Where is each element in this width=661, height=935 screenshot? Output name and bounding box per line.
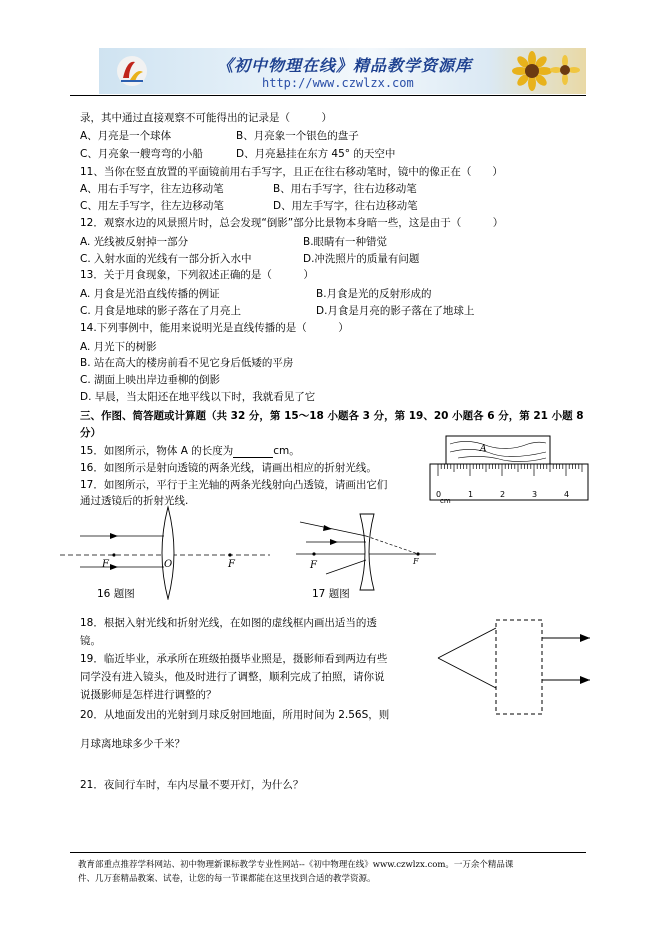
ruler-tick-label-2: 2 (500, 490, 506, 499)
q14-stem: 14.下列事例中，能用来说明光是直线传播的是（ ） (80, 322, 349, 334)
q12-option-d: D.冲洗照片的质量有问题 (303, 253, 420, 265)
q13-option-c: C. 月食是地球的影子落在了月亮上 (80, 305, 242, 317)
q10-option-c: C、月亮象一艘弯弯的小船 (80, 148, 203, 160)
q19-stem-cont2: 说摄影师是怎样进行调整的？ (80, 689, 217, 701)
fig16-focus-left-dot (112, 553, 115, 556)
fig18-ray-in-top (438, 628, 496, 658)
fig17-caption: 17 题图 (312, 588, 350, 600)
section-3-heading-cont: 分） (80, 427, 101, 439)
q19-stem: 19．临近毕业，承承所在班级拍摄毕业照是，摄影师看到两边有些 (80, 653, 388, 665)
q21-stem: 21．夜间行车时，车内尽量不要开灯，为什么？ (80, 779, 304, 791)
fig17-ray-bottom (326, 560, 366, 574)
fig18-arrow-top (580, 634, 590, 642)
q18-stem-cont: 镜。 (80, 635, 101, 647)
section-3-heading: 三、作图、简答题或计算题（共 32 分，第 15～18 小题各 3 分，第 19、20 小题各 6 分，第 21 小题 8 (80, 410, 584, 422)
q18-stem: 18．根据入射光线和折射光线，在如图的虚线框内画出适当的透 (80, 617, 377, 629)
fig16-focus-left-label: F (102, 559, 109, 570)
q10-option-a: A、月亮是一个球体 (80, 130, 172, 142)
q15-unit: cm。 (273, 445, 300, 457)
q14-option-c: C. 湖面上映出岸边垂柳的倒影 (80, 374, 221, 386)
fig18-ray-in-bottom (438, 658, 496, 688)
figure-18 (430, 618, 590, 718)
object-a-label: A (480, 444, 487, 454)
ruler-tick-label-1: 1 (468, 490, 474, 499)
fig16-convex-lens (162, 507, 174, 599)
ruler-tick-label-0: 0 (436, 490, 442, 499)
q11-stem: 11、当你在竖直放置的平面镜前用右手写字，且正在往右移动笔时，镜中的像正在（ ） (80, 166, 503, 178)
fig17-arrow-middle (330, 539, 338, 545)
header-banner (99, 48, 586, 94)
q11-option-b: B、用右手写字，往右边移动笔 (273, 183, 417, 195)
q11-option-c: C、用左手写字，往左边移动笔 (80, 200, 224, 212)
q16-stem: 16．如图所示是射向透镜的两条光线，请画出相应的折射光线。 (80, 462, 377, 474)
q15-answer-blank[interactable] (233, 446, 273, 458)
fig16-arrow-bottom (110, 564, 118, 570)
fig18-arrow-bottom (580, 676, 590, 684)
fig16-arrow-top (110, 533, 118, 539)
q13-stem: 13．关于月食现象，下列叙述正确的是（ ） (80, 269, 314, 281)
q12-option-c: C. 入射水面的光线有一部分折入水中 (80, 253, 252, 265)
q17-stem: 17．如图所示，平行于主光轴的两条光线射向凸透镜，请画出它们 (80, 479, 388, 491)
fig16-center-label: O (164, 559, 173, 570)
ruler-tick-label-3: 3 (532, 490, 538, 499)
ruler-figure (428, 434, 590, 504)
fig17-arrow-top (323, 525, 332, 531)
footer-rule (70, 852, 586, 853)
q17-stem-cont: 通过透镜后的折射光线. (80, 495, 189, 507)
banner-title: 《初中物理在线》精品教学资源库 (217, 56, 473, 75)
q12-option-a: A. 光线被反射掉一部分 (80, 236, 189, 248)
sunflower-icon (510, 51, 580, 91)
q15-stem (80, 444, 300, 458)
site-logo-icon (115, 54, 149, 88)
q12-stem: 12．观察水边的风景照片时，总会发现“倒影”部分比景物本身暗一些，这是由于（ ） (80, 217, 504, 229)
fig18-dashed-box (496, 620, 542, 714)
fig17-focus-right-label: F (413, 557, 419, 566)
fig17-focus-left-label: F (310, 560, 317, 571)
q11-option-a: A、用右手写字，往左边移动笔 (80, 183, 224, 195)
fig16-focus-right-dot (228, 553, 231, 556)
fig17-ray-top (300, 522, 366, 536)
fig17-focus-right-dot (416, 552, 419, 555)
fig16-caption: 16 题图 (97, 588, 135, 600)
q14-option-b: B. 站在高大的楼房前看不见它身后低矮的平房 (80, 357, 294, 369)
figure-17 (296, 512, 436, 592)
q14-option-d: D. 早晨，当太阳还在地平线以下时，我就看见了它 (80, 391, 316, 403)
q12-option-b: B.眼睛有一种错觉 (303, 236, 388, 248)
fig16-focus-right-label: F (228, 559, 235, 570)
ruler-tick-label-4: 4 (564, 490, 570, 499)
q19-stem-cont1: 同学没有进入镜头，他及时进行了调整，顺利完成了拍照，请你说 (80, 671, 385, 683)
figure-16 (60, 505, 270, 600)
banner-url: http://www.czwlzx.com (262, 76, 414, 90)
q11-option-d: D、用左手写字，往右边移动笔 (273, 200, 418, 212)
q14-option-a: A. 月光下的树影 (80, 341, 157, 353)
q13-option-a: A. 月食是光沿直线传播的例证 (80, 288, 220, 300)
fig17-concave-lens (360, 514, 374, 590)
q10-option-b: B、月亮象一个银色的盘子 (236, 130, 359, 142)
fig17-dashed-extension (366, 536, 418, 554)
q13-option-d: D.月食是月亮的影子落在了地球上 (316, 305, 475, 317)
header-rule (70, 95, 586, 96)
q15-text: 15．如图所示，物体 A 的长度为 (80, 445, 234, 457)
ruler-unit-label: cm (440, 497, 451, 504)
footer-line-2: 件、几万套精品教案、试卷，让您的每一节课都能在这里找到合适的教学资源。 (78, 874, 376, 884)
q20-stem-cont: 月球离地球多少千米？ (80, 738, 185, 750)
q10-tail: 录，其中通过直接观察不可能得出的记录是（ ） (80, 112, 332, 124)
q10-option-d: D、月亮悬挂在东方 45° 的天空中 (236, 148, 396, 160)
q13-option-b: B.月食是光的反射形成的 (316, 288, 432, 300)
fig17-focus-left-dot (312, 552, 315, 555)
q20-stem: 20．从地面发出的光射到月球反射回地面，所用时间为 2.56S，则 (80, 709, 390, 721)
footer-line-1: 教育部重点推荐学科网站、初中物理新课标教学专业性网站--《初中物理在线》www.czwlzx.com。一万余个精品课 (78, 860, 514, 870)
